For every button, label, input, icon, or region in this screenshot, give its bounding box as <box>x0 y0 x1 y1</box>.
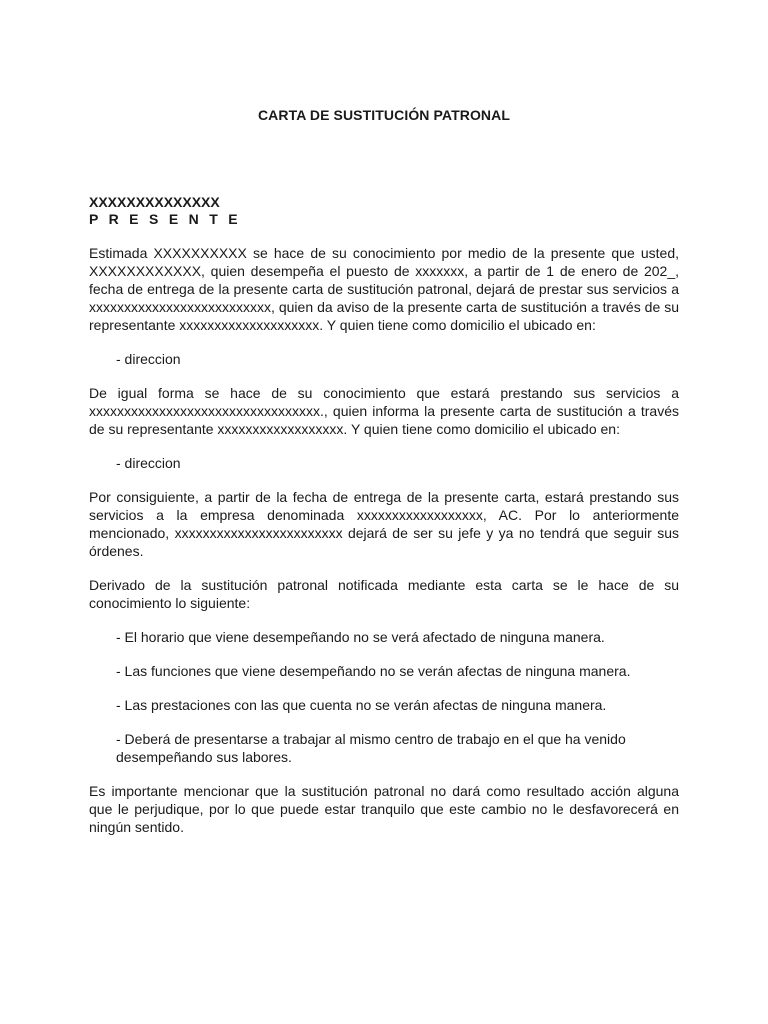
paragraph-closing: Es importante mencionar que la sustitución patronal no dará como resultado acción alguna que le perjudique, por lo que puede estar tranquilo que este cambio no le desfavorecerá en ningún sentido. <box>89 783 679 835</box>
paragraph-notice: Derivado de la sustitución patronal notificada mediante esta carta se le hace de su conocimiento lo siguiente: <box>89 577 679 611</box>
document-body <box>89 244 679 852</box>
paragraph-consequence: Por consiguiente, a partir de la fecha de entrega de la presente carta, estará prestando sus servicios a la empresa denominada xxxxxxxxxxxxxxxxxx, AC. Por lo anteriormente mencionado, xxxxxxxxxxxxxxxxxxxxxxxx dejará de ser su jefe y ya no tendrá que seguir sus órdenes. <box>89 489 679 559</box>
list-item: - Las funciones que viene desempeñando no se verán afectas de ninguna manera. <box>116 663 631 679</box>
list-item: - El horario que viene desempeñando no se verá afectado de ninguna manera. <box>116 629 605 645</box>
address-item: - direccion <box>116 455 181 471</box>
document-title: CARTA DE SUSTITUCIÓN PATRONAL <box>257 107 511 123</box>
paragraph-new-employer: De igual forma se hace de su conocimiento que estará prestando sus servicios a xxxxxxxxxxxxxxxxxxxxxxxxxxxxxxxxx., quien informa la presente carta de sustitución a través de su representante xxxxxxxxxxxxxxxxxx. Y quien tiene como domicilio el ubicado en: <box>89 385 679 437</box>
address-item: - direccion <box>116 351 181 367</box>
recipient-block <box>89 194 241 228</box>
list-item: - Deberá de presentarse a trabajar al mismo centro de trabajo en el que ha venido desempeñando sus labores. <box>116 731 626 765</box>
recipient-presente: P R E S E N T E <box>89 211 241 227</box>
recipient-name: XXXXXXXXXXXXXX <box>89 194 220 210</box>
list-item: - Las prestaciones con las que cuenta no se verán afectas de ninguna manera. <box>116 697 607 713</box>
document-page <box>89 0 679 1024</box>
paragraph-intro: Estimada XXXXXXXXXX se hace de su conocimiento por medio de la presente que usted, XXXXXXXXXXXX, quien desempeña el puesto de xxxxxxx, a partir de 1 de enero de 202_, fecha de entrega de la presente carta de sustitución patronal, dejará de prestar sus servicios a xxxxxxxxxxxxxxxxxxxxxxxxxx, quien da aviso de la presente carta de sustitución a través de su representante xxxxxxxxxxxxxxxxxxxx. Y quien tiene como domicilio el ubicado en: <box>89 245 679 333</box>
